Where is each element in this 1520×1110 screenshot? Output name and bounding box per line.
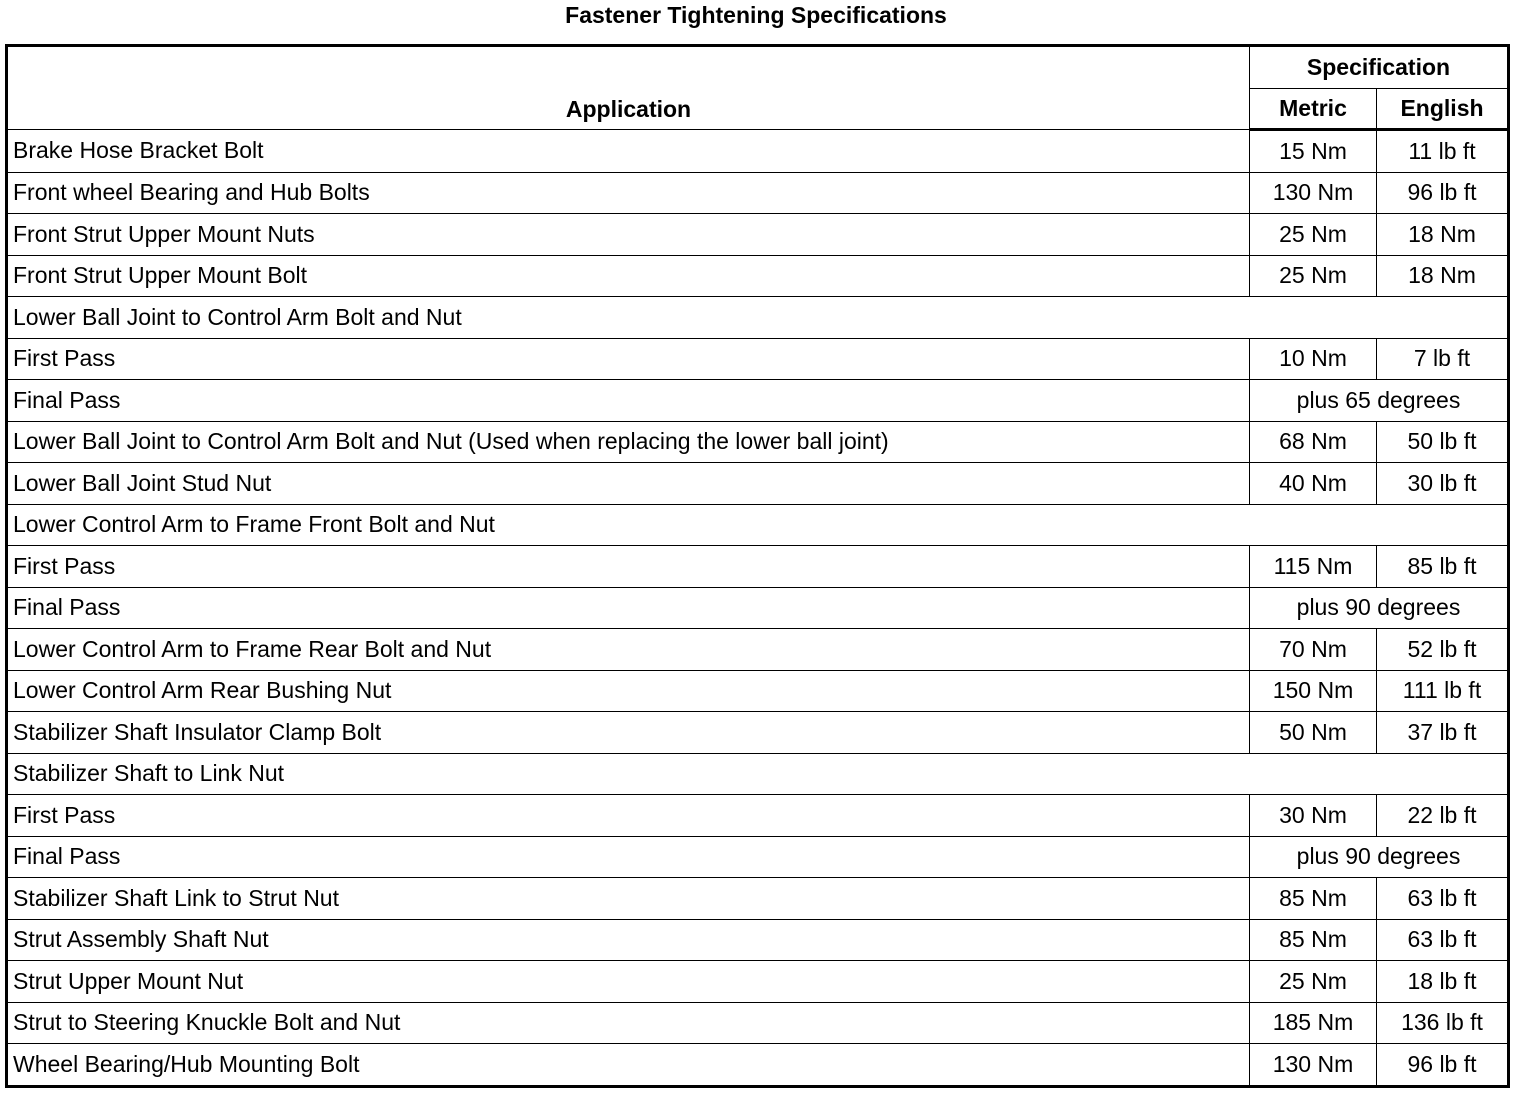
application-cell: Front wheel Bearing and Hub Bolts [7, 172, 1250, 214]
table-row [7, 670, 1509, 712]
table-header [7, 46, 1509, 130]
table-row [7, 463, 1509, 505]
header-application: Application [7, 46, 1250, 130]
application-cell: Lower Control Arm Rear Bushing Nut [7, 670, 1250, 712]
application-cell: First Pass [7, 795, 1250, 837]
english-cell: 18 lb ft [1377, 961, 1509, 1003]
spec-table [5, 44, 1510, 1088]
english-cell: 7 lb ft [1377, 338, 1509, 380]
application-cell: Lower Ball Joint Stud Nut [7, 463, 1250, 505]
metric-cell: 185 Nm [1250, 1002, 1377, 1044]
metric-cell: 130 Nm [1250, 1044, 1377, 1087]
specification-merged-cell: plus 90 degrees [1250, 587, 1509, 629]
application-cell: Brake Hose Bracket Bolt [7, 130, 1250, 173]
application-cell: First Pass [7, 338, 1250, 380]
header-english: English [1377, 89, 1509, 130]
metric-cell: 50 Nm [1250, 712, 1377, 754]
application-cell: Strut Upper Mount Nut [7, 961, 1250, 1003]
table-row [7, 712, 1509, 754]
application-cell: Final Pass [7, 587, 1250, 629]
english-cell: 63 lb ft [1377, 878, 1509, 920]
english-cell: 30 lb ft [1377, 463, 1509, 505]
application-cell: First Pass [7, 546, 1250, 588]
table-row [7, 1002, 1509, 1044]
application-cell: Stabilizer Shaft Insulator Clamp Bolt [7, 712, 1250, 754]
table-row [7, 172, 1509, 214]
application-cell: Front Strut Upper Mount Bolt [7, 255, 1250, 297]
metric-cell: 25 Nm [1250, 961, 1377, 1003]
application-cell: Lower Control Arm to Frame Rear Bolt and Nut [7, 629, 1250, 671]
table-row [7, 1044, 1509, 1087]
metric-cell: 70 Nm [1250, 629, 1377, 671]
application-cell: Wheel Bearing/Hub Mounting Bolt [7, 1044, 1250, 1087]
english-cell: 136 lb ft [1377, 1002, 1509, 1044]
metric-cell: 10 Nm [1250, 338, 1377, 380]
application-cell: Front Strut Upper Mount Nuts [7, 214, 1250, 256]
table-row [7, 338, 1509, 380]
application-cell: Strut to Steering Knuckle Bolt and Nut [7, 1002, 1250, 1044]
header-metric: Metric [1250, 89, 1377, 130]
english-cell: 37 lb ft [1377, 712, 1509, 754]
table-row [7, 546, 1509, 588]
metric-cell: 15 Nm [1250, 130, 1377, 173]
application-cell: Final Pass [7, 380, 1250, 422]
english-cell: 22 lb ft [1377, 795, 1509, 837]
table-row [7, 753, 1509, 795]
table-row [7, 795, 1509, 837]
specification-merged-cell: plus 65 degrees [1250, 380, 1509, 422]
metric-cell: 150 Nm [1250, 670, 1377, 712]
table-row [7, 214, 1509, 256]
english-cell: 96 lb ft [1377, 172, 1509, 214]
table-row [7, 380, 1509, 422]
metric-cell: 85 Nm [1250, 878, 1377, 920]
application-cell: Lower Ball Joint to Control Arm Bolt and Nut (Used when replacing the lower ball joint) [7, 421, 1250, 463]
application-cell: Strut Assembly Shaft Nut [7, 919, 1250, 961]
english-cell: 63 lb ft [1377, 919, 1509, 961]
english-cell: 85 lb ft [1377, 546, 1509, 588]
metric-cell: 30 Nm [1250, 795, 1377, 837]
table-body [7, 130, 1509, 1087]
application-cell: Final Pass [7, 836, 1250, 878]
metric-cell: 68 Nm [1250, 421, 1377, 463]
table-row [7, 504, 1509, 546]
section-heading-cell: Stabilizer Shaft to Link Nut [7, 753, 1509, 795]
header-specification: Specification [1250, 46, 1509, 89]
metric-cell: 25 Nm [1250, 214, 1377, 256]
metric-cell: 130 Nm [1250, 172, 1377, 214]
table-row [7, 961, 1509, 1003]
table-row [7, 878, 1509, 920]
english-cell: 96 lb ft [1377, 1044, 1509, 1087]
section-heading-cell: Lower Control Arm to Frame Front Bolt and Nut [7, 504, 1509, 546]
page-title: Fastener Tightening Specifications [565, 2, 947, 28]
specification-merged-cell: plus 90 degrees [1250, 836, 1509, 878]
table-row [7, 836, 1509, 878]
metric-cell: 115 Nm [1250, 546, 1377, 588]
table-row [7, 629, 1509, 671]
table-row [7, 297, 1509, 339]
table-row [7, 919, 1509, 961]
metric-cell: 85 Nm [1250, 919, 1377, 961]
english-cell: 52 lb ft [1377, 629, 1509, 671]
table-row [7, 587, 1509, 629]
application-cell: Stabilizer Shaft Link to Strut Nut [7, 878, 1250, 920]
english-cell: 50 lb ft [1377, 421, 1509, 463]
table-row [7, 255, 1509, 297]
table-row [7, 130, 1509, 173]
metric-cell: 25 Nm [1250, 255, 1377, 297]
metric-cell: 40 Nm [1250, 463, 1377, 505]
section-heading-cell: Lower Ball Joint to Control Arm Bolt and Nut [7, 297, 1509, 339]
english-cell: 18 Nm [1377, 255, 1509, 297]
table-row [7, 421, 1509, 463]
english-cell: 111 lb ft [1377, 670, 1509, 712]
english-cell: 11 lb ft [1377, 130, 1509, 173]
english-cell: 18 Nm [1377, 214, 1509, 256]
